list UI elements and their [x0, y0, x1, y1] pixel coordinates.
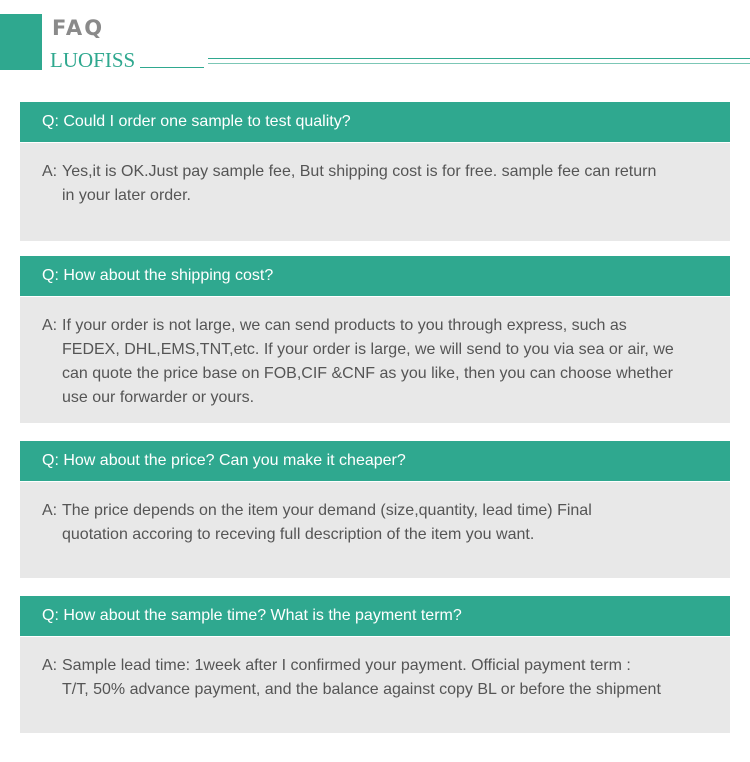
answer-line: T/T, 50% advance payment, and the balance against copy BL or before the shipment: [62, 681, 661, 698]
header-accent-block: [0, 14, 42, 70]
answer-line: FEDEX, DHL,EMS,TNT,etc. If your order is large, we will send to you via sea or air, we: [62, 341, 674, 358]
answer-line: Yes,it is OK.Just pay sample fee, But shipping cost is for free. sample fee can return: [62, 163, 657, 180]
header-divider-short: [140, 67, 204, 68]
header-brand: LUOFISS: [50, 48, 136, 72]
answer-prefix: A:: [42, 317, 58, 334]
header-divider-long-top: [208, 58, 750, 59]
answer-line: quotation accoring to receving full description of the item you want.: [62, 526, 535, 543]
faq-answer: [20, 143, 730, 241]
answer-prefix: A:: [42, 163, 58, 180]
answer-line: If your order is not large, we can send products to you through express, such as: [62, 317, 627, 334]
answer-line: can quote the price base on FOB,CIF &CNF as you like, then you can choose whether: [62, 365, 673, 382]
faq-answer: [20, 297, 730, 423]
header-title: FAQ: [52, 16, 105, 40]
answer-line: use our forwarder or yours.: [62, 389, 255, 406]
answer-line: The price depends on the item your demand (size,quantity, lead time) Final: [62, 502, 592, 519]
faq-item-sample-order: [20, 102, 730, 241]
faq-question: Q: Could I order one sample to test quality?: [20, 102, 730, 142]
faq-item-sample-time: [20, 596, 730, 733]
header-divider-long-bottom: [208, 63, 750, 64]
faq-item-price: [20, 441, 730, 578]
faq-answer: [20, 482, 730, 578]
answer-line: in your later order.: [62, 187, 191, 204]
answer-prefix: A:: [42, 502, 58, 519]
answer-prefix: A:: [42, 657, 58, 674]
faq-question: Q: How about the shipping cost?: [20, 256, 730, 296]
faq-question: Q: How about the sample time? What is the payment term?: [20, 596, 730, 636]
faq-header: [0, 0, 750, 80]
faq-item-shipping-cost: [20, 256, 730, 423]
faq-answer: [20, 637, 730, 733]
faq-question: Q: How about the price? Can you make it cheaper?: [20, 441, 730, 481]
answer-line: Sample lead time: 1week after I confirmed your payment. Official payment term :: [62, 657, 631, 674]
